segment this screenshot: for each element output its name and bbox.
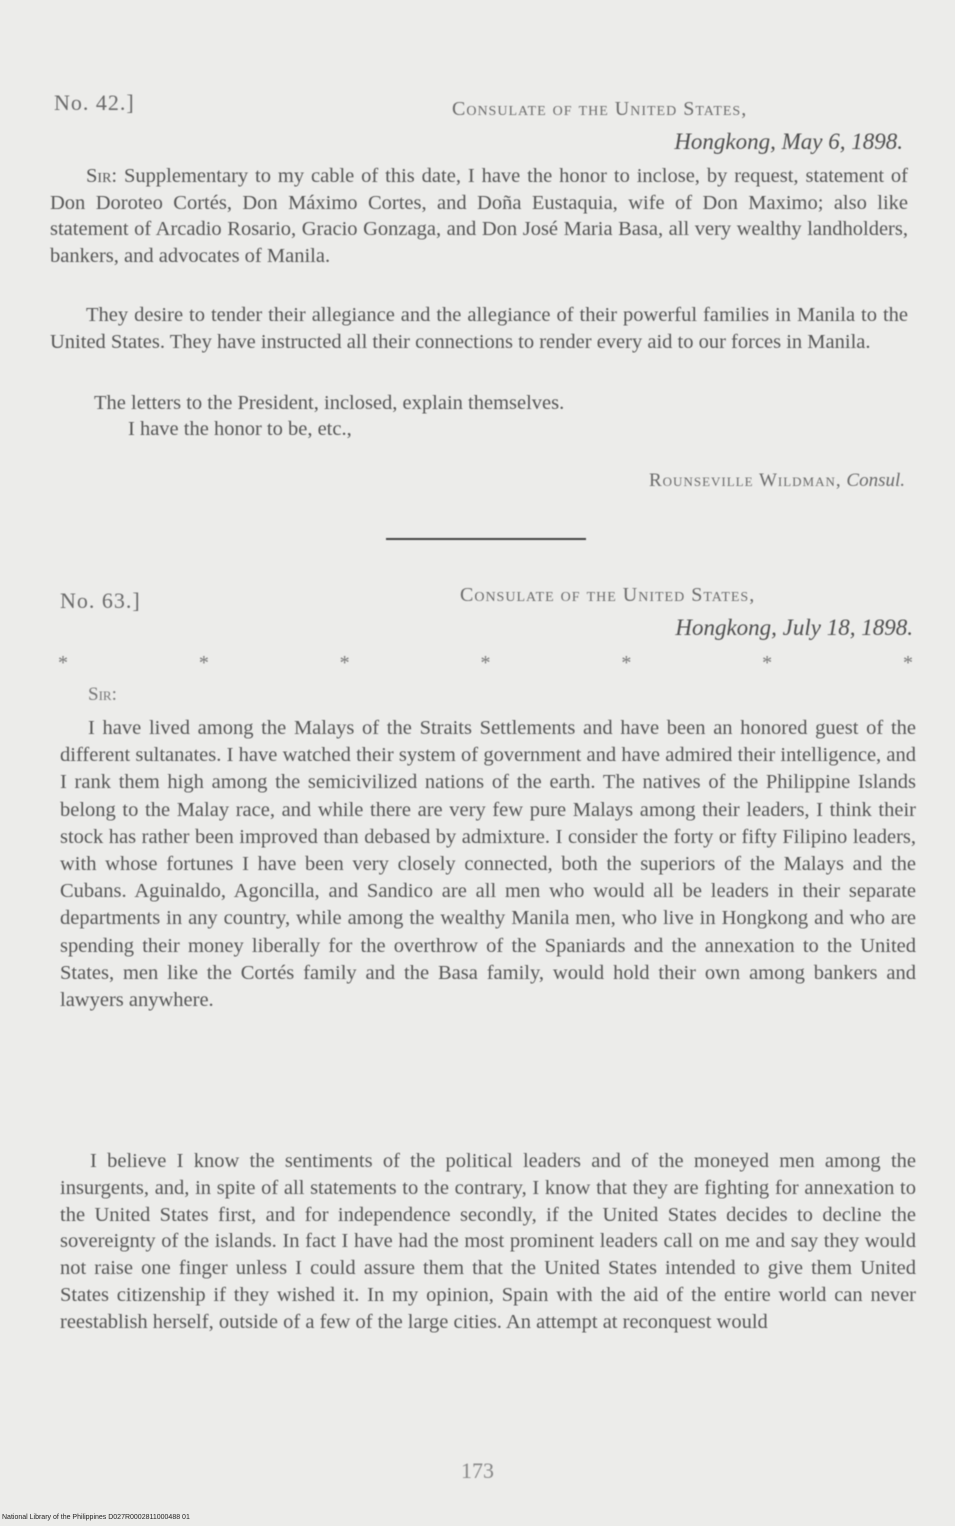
letter2-consulate-heading: Consulate of the United States, — [460, 584, 756, 606]
asterisk: * — [762, 652, 773, 674]
asterisk: * — [621, 652, 632, 674]
letter1-date: Hongkong, May 6, 1898. — [674, 129, 903, 154]
page-number: 173 — [461, 1458, 494, 1483]
letter1-number: No. 42.] — [54, 90, 135, 115]
letter1-paragraph-1-text: Supplementary to my cable of this date, I have the honor to inclose, by request, statement of Don Doroteo Cortés, Don Máximo Cortes, and Doña Eustaquia, wife of Don Maximo; also like statement of Arcadio Rosario, Gracio Gonzaga, and Don José Maria Basa, all very wealthy landholders, bankers, and advocates of Manila. — [50, 165, 909, 267]
signature-title: Consul. — [846, 470, 905, 491]
letter1-consulate-heading: Consulate of the United States, — [452, 98, 748, 120]
asterisk: * — [902, 652, 913, 674]
archive-footer: National Library of the Philippines D027R0002811000488 01 — [2, 1514, 190, 1521]
letter1-closing: I have the honor to be, etc., — [128, 418, 352, 440]
letter2-paragraph-1: I have lived among the Malays of the Straits Settlements and have been an honored guest of the different sultanates. I have watched their system of government and have admired their intelligence, and I rank them high among the semicivilized nations of the earth. The natives of the Philippine Islands belong to the Malay race, and while there are very few pure Malays among their leaders, I think their stock has rather been improved than debased by admixture. I consider the forty or fifty Filipino leaders, with whose fortunes I have been very closely connected, both the superiors of the Malays and the Cubans. Aguinaldo, Agoncilla, and Sandico are all men who would all be leaders in their separate departments in any country, while among the wealthy Manila men, who live in Hongkong and who are spending their money liberally for the overthrow of the Spaniards and the annexation to the United States, men like the Cortés family and the Basa family, would hold their own among bankers and lawyers anywhere. — [60, 717, 916, 1012]
asterisk: * — [58, 652, 68, 674]
asterisk: * — [198, 652, 209, 674]
letter2-salutation: Sir: — [88, 684, 117, 705]
letter1-paragraph-2: They desire to tender their allegiance and the allegiance of their powerful families in Manila to the United States. They have instructed all their connections to render every aid to our forces in Manila. — [50, 304, 908, 353]
letter1-salutation: Sir: — [86, 165, 118, 187]
letter2-paragraph-2: I believe I know the sentiments of the political leaders and of the moneyed men among the insurgents, and, in spite of all statements to the contrary, I know that they are fighting for annexation to the United States first, and for independence secondly, if the United States decides to decline the sovereignty of the islands. In fact I have had the most prominent leaders call on me and say they would not raise one finger unless I could assure them that the United States intended to give them United States citizenship if they wished it. In my opinion, Spain with the aid of the entire world can never reestablish herself, outside of a few of the large cities. An attempt at reconquest would — [60, 1150, 916, 1333]
letter1-paragraph-1 — [50, 163, 908, 269]
section-divider — [386, 538, 586, 540]
asterisk: * — [339, 652, 350, 674]
signature-name: Rounseville Wildman, — [649, 470, 842, 491]
letter1-signature — [649, 470, 905, 492]
letter2-number: No. 63.] — [60, 588, 141, 613]
asterisk: * — [480, 652, 491, 674]
letter1-paragraph-3: The letters to the President, inclosed, explain themselves. — [94, 392, 565, 414]
omission-asterisks — [58, 652, 913, 675]
letter2-date: Hongkong, July 18, 1898. — [675, 615, 913, 640]
